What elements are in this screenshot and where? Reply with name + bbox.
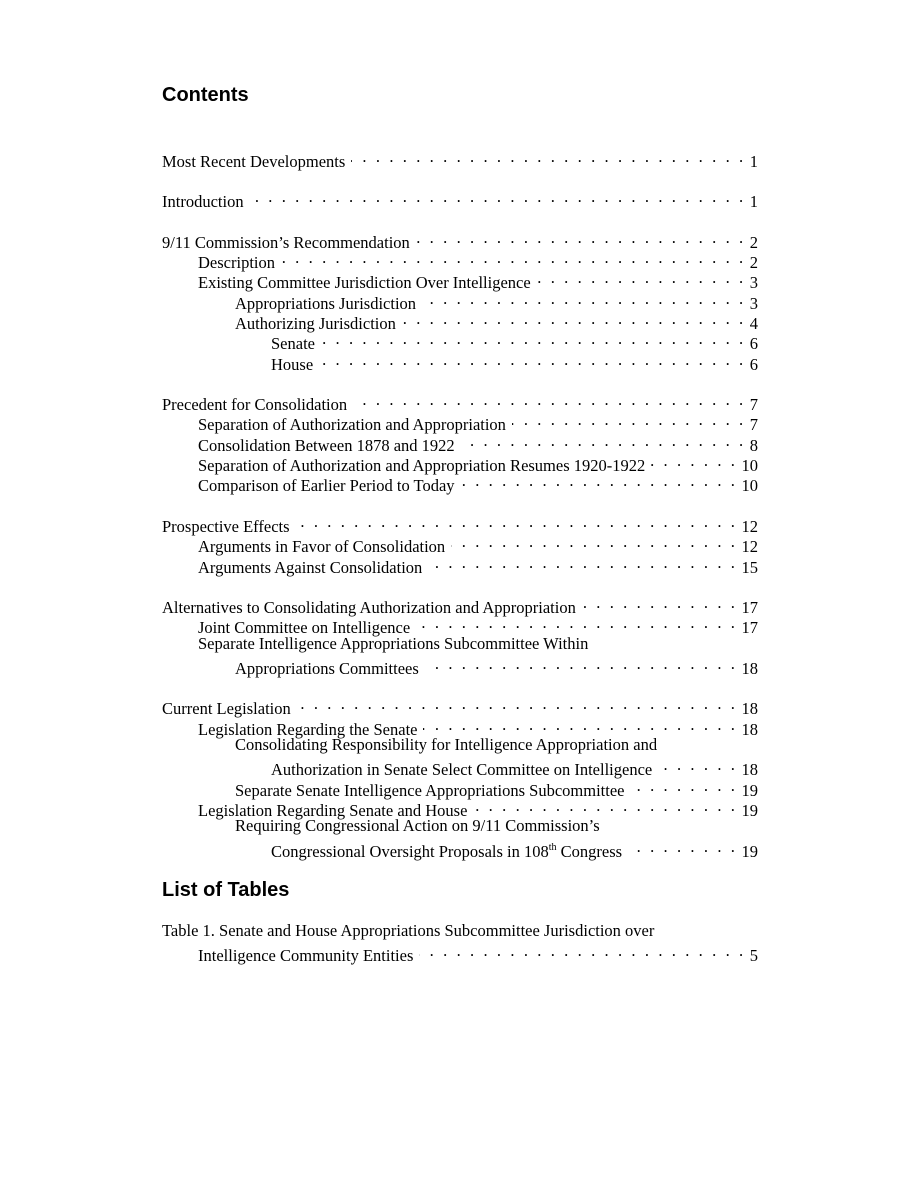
toc-entry-title: 9/11 Commission’s Recommendation <box>162 233 410 252</box>
toc-entry-page: 10 <box>741 476 758 495</box>
toc-entry[interactable] <box>235 654 758 678</box>
congress-text-end: Congress <box>556 842 623 861</box>
toc-entry[interactable] <box>162 593 758 617</box>
toc-entry-page: 15 <box>741 558 758 577</box>
toc-entry-title: Arguments in Favor of Consolidation <box>198 537 446 556</box>
congress-text: Congressional Oversight Proposals in 108 <box>271 842 549 861</box>
toc-entry-page: 17 <box>741 598 758 617</box>
toc-entry-title: Arguments Against Consolidation <box>198 558 423 577</box>
toc-entry-title: Precedent for Consolidation <box>162 395 348 414</box>
toc-entry[interactable] <box>271 329 758 353</box>
toc-entry[interactable] <box>198 451 758 475</box>
toc-entry-page: 3 <box>749 273 758 292</box>
toc-entry-title: Separate Senate Intelligence Appropriations Subcommittee <box>235 781 625 800</box>
toc-entry[interactable] <box>162 187 758 211</box>
list-of-tables-heading: List of Tables <box>162 879 290 901</box>
toc-entry-title: Description <box>198 253 275 272</box>
toc-entry-title: Prospective Effects <box>162 517 290 536</box>
toc-entry-title: Senate <box>271 334 315 353</box>
toc-entry-title: Appropriations Jurisdiction <box>235 294 417 313</box>
toc-entry[interactable] <box>198 431 758 455</box>
toc-entry[interactable] <box>162 512 758 536</box>
toc-entry-page: 4 <box>749 314 758 333</box>
toc-entry-page: 19 <box>741 842 758 861</box>
toc-entry-page: 7 <box>749 395 758 414</box>
toc-entry[interactable] <box>198 471 758 495</box>
toc-entry-page: 12 <box>741 537 758 556</box>
toc-entry-title-continued: Authorization in Senate Select Committee on Intelligence <box>271 760 653 779</box>
toc-entry-page: 18 <box>741 659 758 678</box>
toc-entry[interactable] <box>235 289 758 313</box>
table-entry-title-continued: Intelligence Community Entities <box>198 946 414 965</box>
toc-entry-page: 1 <box>749 152 758 171</box>
toc-entry-page: 17 <box>741 618 758 637</box>
toc-entry-title: House <box>271 355 314 374</box>
toc-entry-page: 7 <box>749 415 758 434</box>
toc-entry-title: Legislation Regarding Senate and House <box>198 801 468 820</box>
toc-entry-title: Comparison of Earlier Period to Today <box>198 476 455 495</box>
toc-entry[interactable] <box>235 776 758 800</box>
toc-entry-page: 6 <box>749 355 758 374</box>
toc-entry[interactable] <box>271 837 758 861</box>
toc-entry-title: Current Legislation <box>162 699 291 718</box>
toc-entry[interactable] <box>162 390 758 414</box>
toc-entry-title[interactable]: Consolidating Responsibility for Intelligence Appropriation and <box>235 735 658 754</box>
table-entry-page: 5 <box>749 946 758 965</box>
toc-entry-title: Existing Committee Jurisdiction Over Intelligence <box>198 273 531 292</box>
toc-entry-page: 3 <box>749 294 758 313</box>
toc-entry-title: Consolidation Between 1878 and 1922 <box>198 436 455 455</box>
toc-entry[interactable] <box>198 248 758 272</box>
toc-entry-page: 2 <box>749 233 758 252</box>
toc-entry-title-continued: Appropriations Committees <box>235 659 419 678</box>
toc-entry[interactable] <box>198 796 758 820</box>
toc-entry[interactable] <box>198 613 758 637</box>
toc-entry-page: 19 <box>741 781 758 800</box>
toc-entry-page: 18 <box>741 760 758 779</box>
toc-entry-title[interactable]: Requiring Congressional Action on 9/11 Commission’s <box>235 816 600 835</box>
toc-entry-page: 18 <box>741 699 758 718</box>
toc-entry-page: 6 <box>749 334 758 353</box>
toc-entry-title: Legislation Regarding the Senate <box>198 720 418 739</box>
toc-entry-title[interactable]: Separate Intelligence Appropriations Subcommittee Within <box>198 634 589 653</box>
toc-entry[interactable] <box>198 715 758 739</box>
contents-heading: Contents <box>162 84 249 106</box>
toc-entry-page: 10 <box>741 456 758 475</box>
table-entry[interactable] <box>198 941 758 965</box>
ordinal-suffix: th <box>548 841 557 853</box>
toc-entry[interactable] <box>235 309 758 333</box>
toc-entry-page: 8 <box>749 436 758 455</box>
toc-entry[interactable] <box>198 268 758 292</box>
toc-entry-page: 19 <box>741 801 758 820</box>
toc-entry-title-continued <box>271 842 628 862</box>
toc-entry[interactable] <box>271 350 758 374</box>
toc-entry-title: Most Recent Developments <box>162 152 346 171</box>
table-entry-title[interactable]: Table 1. Senate and House Appropriations Subcommittee Jurisdiction over <box>162 921 655 940</box>
toc-entry[interactable] <box>162 228 758 252</box>
toc-entry[interactable] <box>198 410 758 434</box>
toc-entry-page: 18 <box>741 720 758 739</box>
toc-entry-title: Alternatives to Consolidating Authorization and Appropriation <box>162 598 576 617</box>
toc-entry-page: 2 <box>749 253 758 272</box>
toc-entry-title: Joint Committee on Intelligence <box>198 618 411 637</box>
toc-entry-title: Authorizing Jurisdiction <box>235 314 396 333</box>
toc-entry-page: 1 <box>749 192 758 211</box>
toc-entry-title: Separation of Authorization and Appropriation Resumes 1920-1922 <box>198 456 646 475</box>
toc-entry[interactable] <box>162 147 758 171</box>
toc-entry-title: Separation of Authorization and Appropriation <box>198 415 506 434</box>
toc-entry[interactable] <box>198 553 758 577</box>
toc-entry[interactable] <box>271 755 758 779</box>
toc-entry-page: 12 <box>741 517 758 536</box>
toc-entry-title: Introduction <box>162 192 244 211</box>
toc-entry[interactable] <box>198 532 758 556</box>
toc-entry[interactable] <box>162 694 758 718</box>
